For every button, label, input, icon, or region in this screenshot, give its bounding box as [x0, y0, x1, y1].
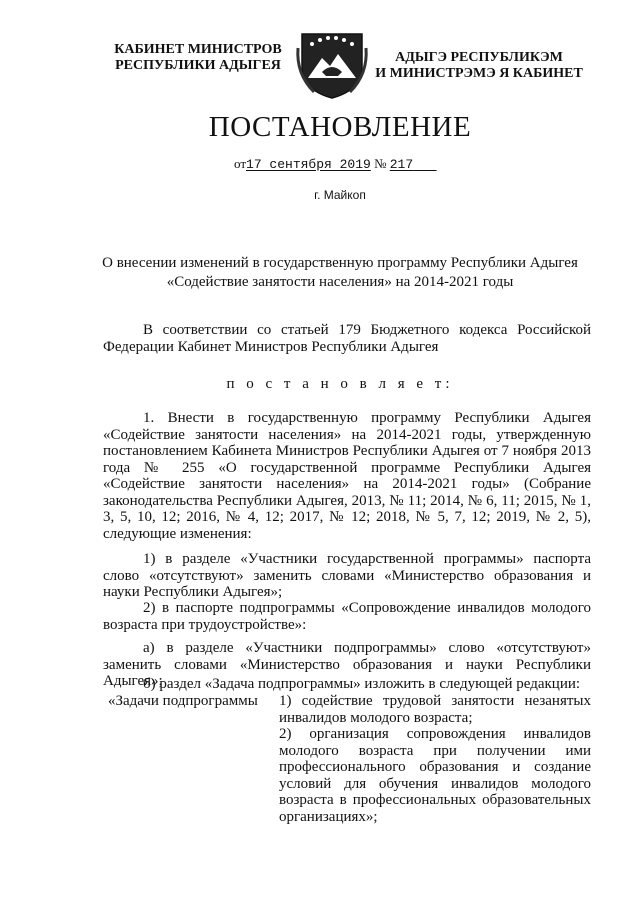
item-2a: а) в разделе «Участники подпрограммы» слово «отсутствуют» заменить словами «Министерство образования и науки Республики Адыгея»;: [103, 640, 591, 689]
number-value: 217: [389, 157, 414, 172]
tasks-table-value-2: 2) организация сопровождения инвалидов молодого возраста при получении ими профессионального образования и создание условий для обучения инвалидов молодого возраста в профессиональных образовательных организациях»;: [279, 726, 591, 825]
tasks-table-value: [279, 693, 591, 825]
subject-line2: «Содействие занятости населения» на 2014-2021 годы: [166, 274, 514, 290]
header-left-line1: КАБИНЕТ МИНИСТРОВ: [114, 42, 282, 57]
header-left-block: [108, 42, 288, 74]
item-2: 2) в паспорте подпрограммы «Сопровождение инвалидов молодого возраста при трудоустройстве»:: [103, 600, 591, 633]
header-right-block: [374, 50, 584, 82]
paragraph-1: 1. Внести в государственную программу Республики Адыгея «Содействие занятости населения» на 2014-2021 годы, утвержденную постановлением Кабинета Министров Республики Адыгея от 7 ноября 2013 года № 255 «О государственной программе Республики Адыгея «Содействие занятости населения» на 2014-2021 годы» (Собрание законодательства Республики Адыгея, 2013, № 11; 2014, № 6, 11; 2015, № 1, 3, 5, 10, 12; 2016, № 4, 12; 2017, № 12; 2018, № 5, 7, 12; 2019, № 2, 5), следующие изменения:: [103, 410, 591, 542]
header-right-line2: И МИНИСТРЭМЭ Я КАБИНЕТ: [375, 66, 583, 81]
document-type-title: ПОСТАНОВЛЕНИЕ: [208, 111, 472, 143]
preamble-paragraph: В соответствии со статьей 179 Бюджетного кодекса Российской Федерации Кабинет Министров Республики Адыгея: [103, 322, 591, 355]
tasks-table-value-1: 1) содействие трудовой занятости незанятых инвалидов молодого возраста;: [279, 693, 591, 726]
date-number-line: [234, 156, 437, 172]
adygea-coat-of-arms-icon: [292, 28, 372, 100]
header-left-line2: РЕСПУБЛИКИ АДЫГЕЯ: [115, 58, 281, 73]
decree-word: п о с т а н о в л я е т:: [226, 376, 454, 392]
subject-heading: [90, 254, 590, 292]
date-value: 17 сентября 2019: [246, 157, 371, 172]
item-1: 1) в разделе «Участники государственной программы» паспорта слово «отсутствуют» заменить словами «Министерство образования и науки Республики Адыгея»;: [103, 551, 591, 600]
date-prefix: от: [234, 156, 247, 171]
tasks-table-label: «Задачи подпрограммы: [108, 693, 258, 709]
subject-line1: О внесении изменений в государственную программу Республики Адыгея: [102, 255, 578, 271]
header-right-line1: АДЫГЭ РЕСПУБЛИКЭМ: [395, 50, 563, 65]
item-2b: б) раздел «Задача подпрограммы» изложить в следующей редакции:: [143, 676, 581, 692]
number-prefix: №: [374, 156, 387, 171]
city-label: г. Майкоп: [314, 188, 366, 202]
